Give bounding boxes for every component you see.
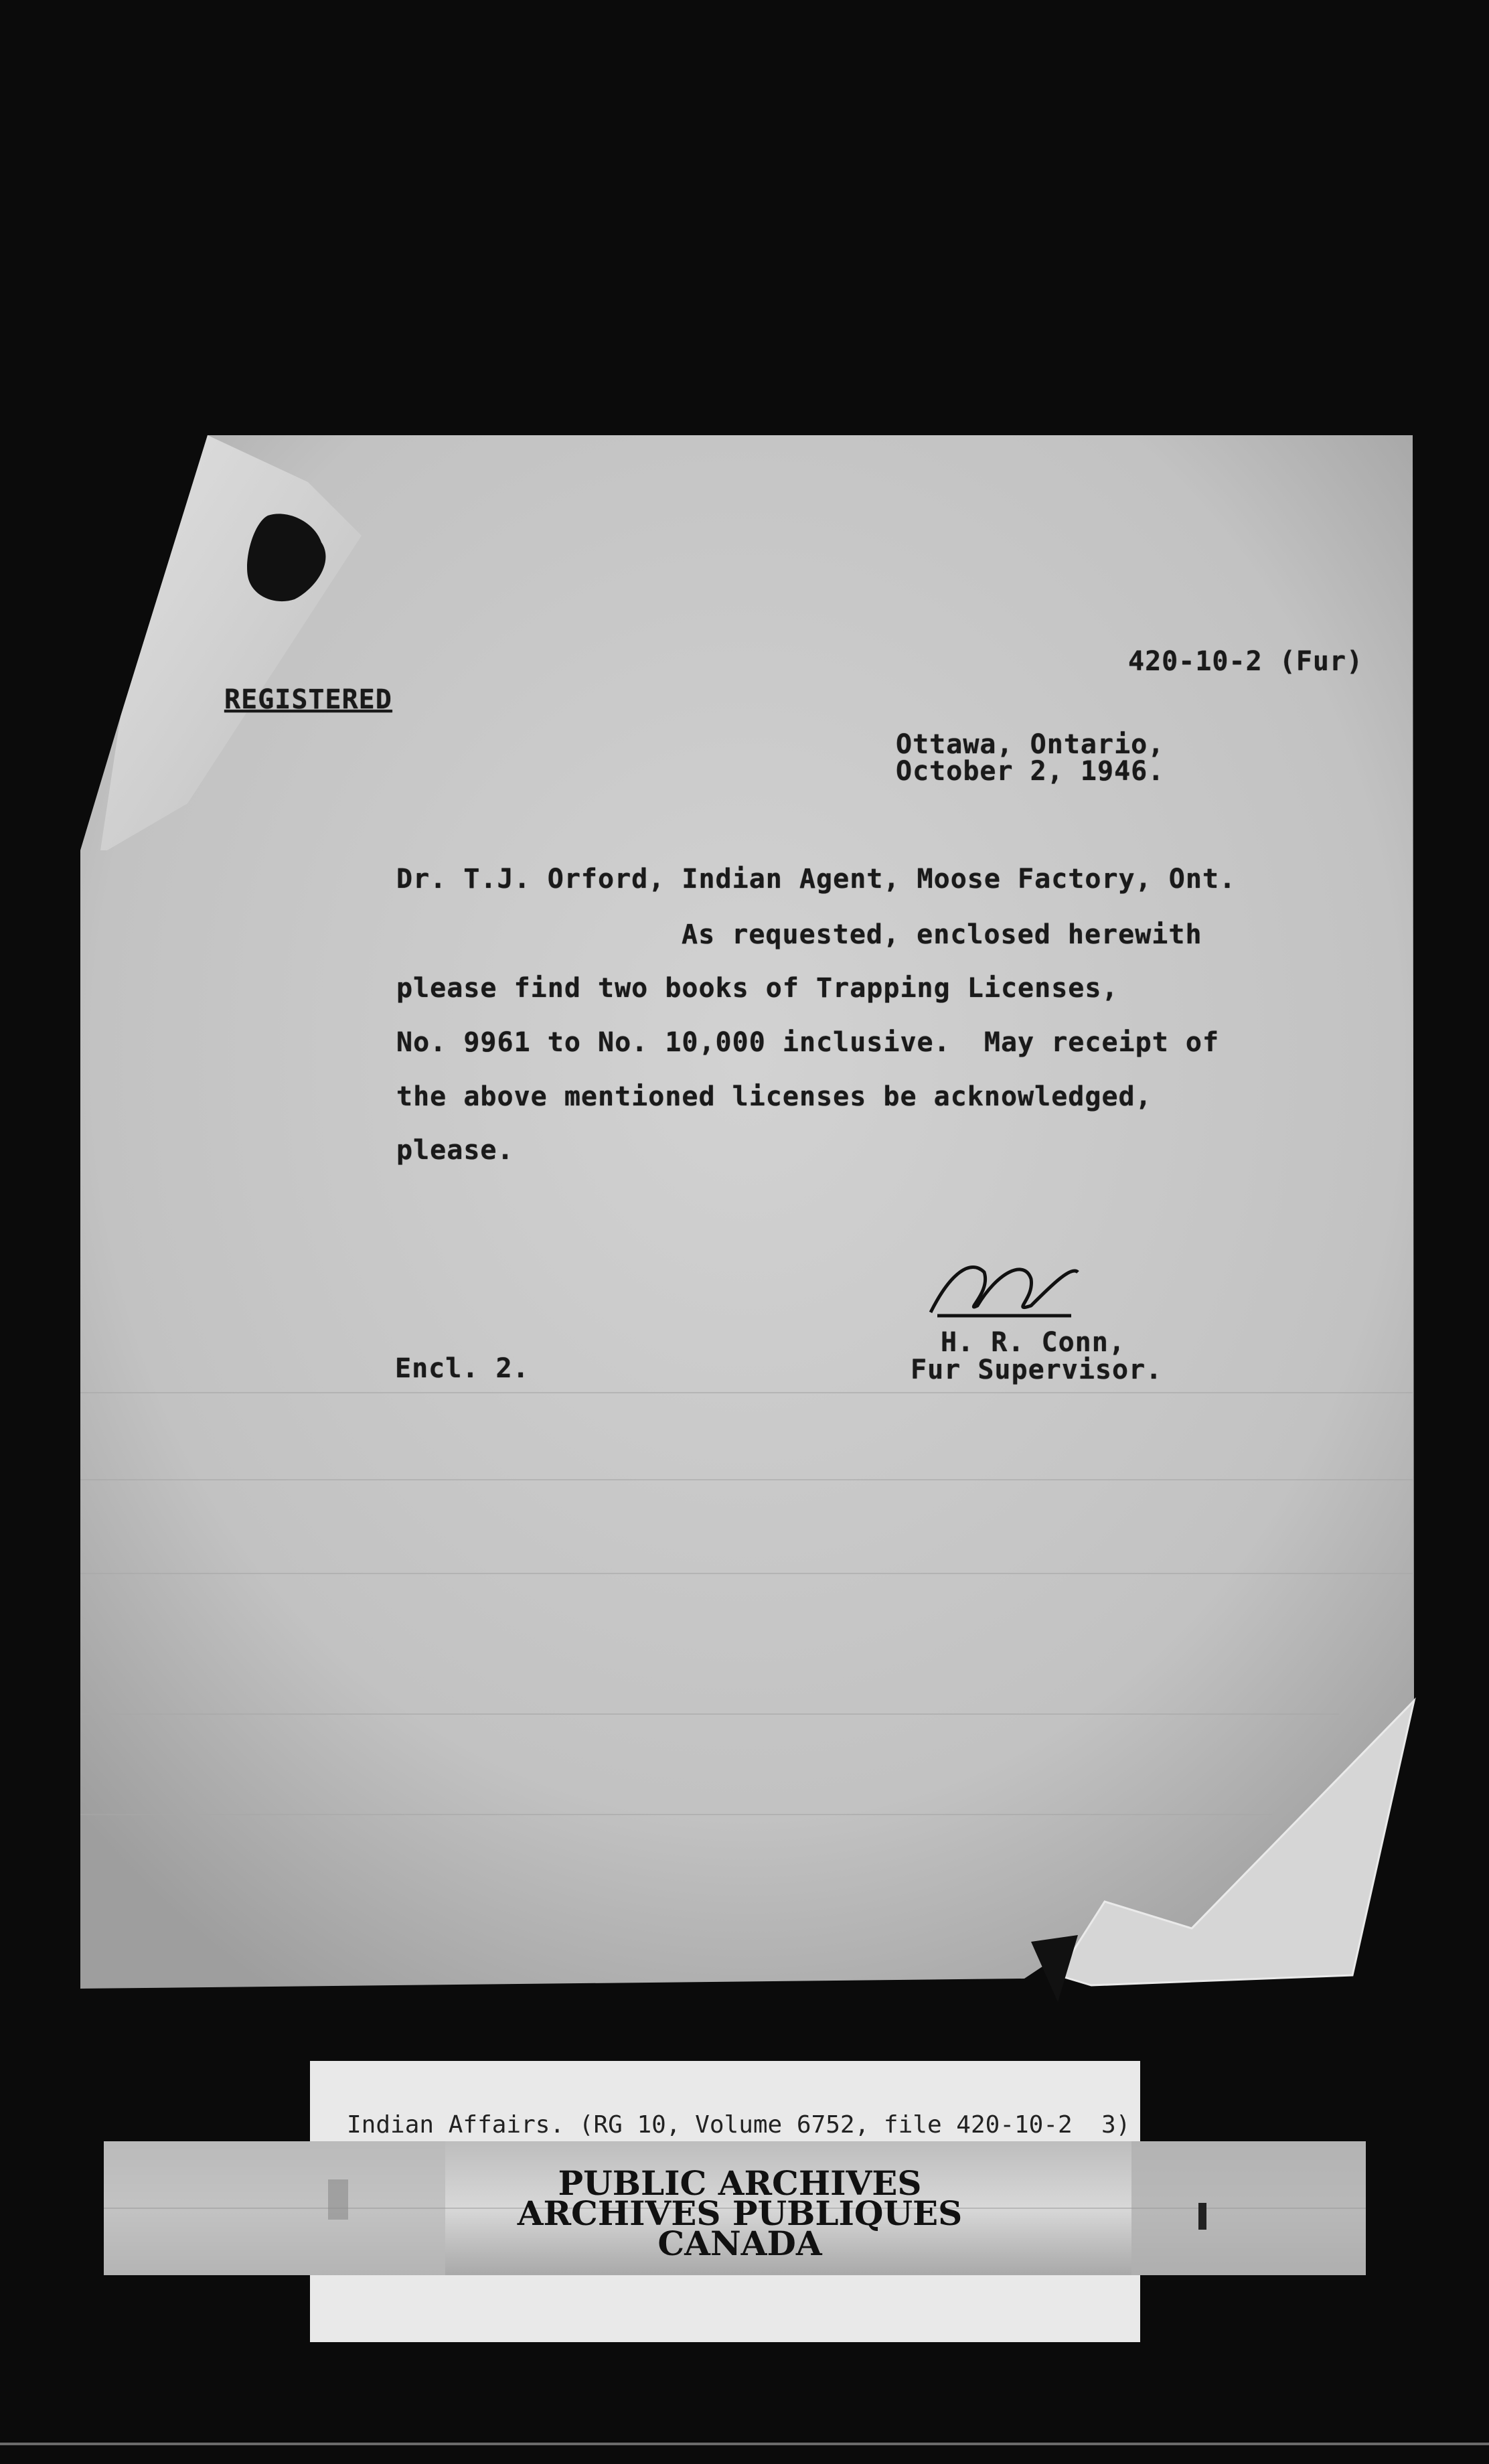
body-line-1: As requested, enclosed herewith [682, 919, 1202, 950]
body-line-4: the above mentioned licenses be acknowledged, [396, 1081, 1152, 1112]
body-line-2: please find two books of Trapping Licenses, [396, 973, 1119, 1004]
body-line-5: please. [396, 1135, 514, 1166]
stamp-line-2: ARCHIVES PUBLIQUES [517, 2193, 963, 2233]
archive-citation: Indian Affairs. (RG 10, Volume 6752, file 420-10-2 3) [347, 2111, 1131, 2139]
registered-mark: REGISTERED [224, 684, 392, 715]
signer-title: Fur Supervisor. [911, 1355, 1163, 1385]
addressee-line: Dr. T.J. Orford, Indian Agent, Moose Factory, Ont. [396, 864, 1237, 895]
letter-date: October 2, 1946. [896, 756, 1165, 787]
body-line-3: No. 9961 to No. 10,000 inclusive. May receipt of [396, 1027, 1220, 1058]
stamp-line-1: PUBLIC ARCHIVES [558, 2163, 922, 2203]
letter-place: Ottawa, Ontario, [896, 729, 1165, 760]
enclosure-note: Encl. 2. [395, 1353, 530, 1384]
stamp-line-3: CANADA [657, 2224, 822, 2263]
file-reference: 420-10-2 (Fur) [1128, 646, 1364, 677]
signer-name: H. R. Conn, [941, 1327, 1125, 1358]
